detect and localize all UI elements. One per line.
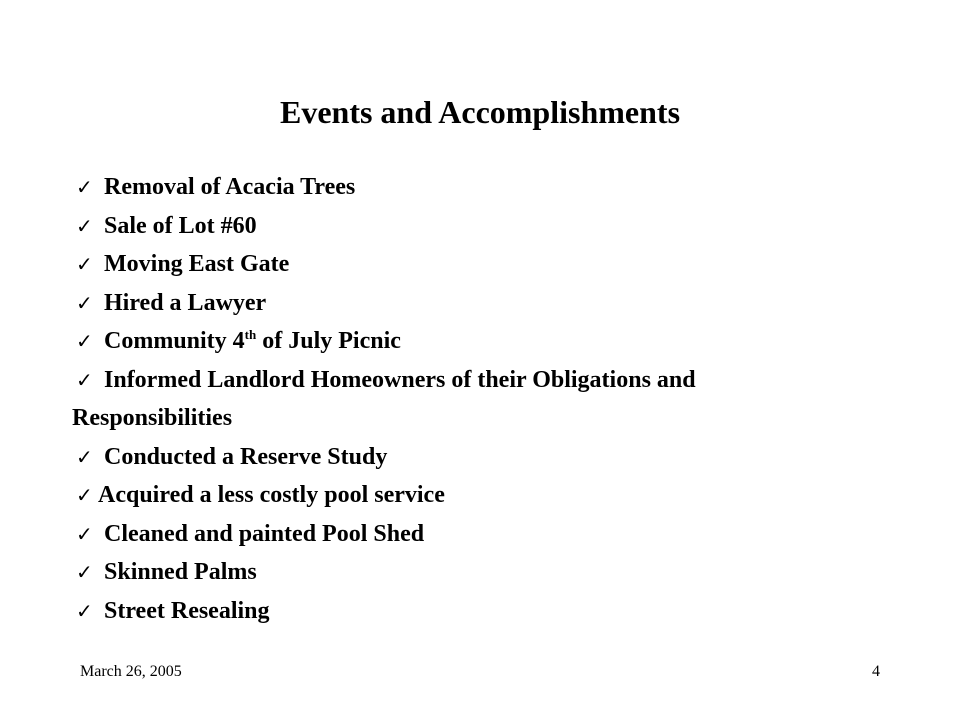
list-item-text-continued: of July Picnic [256, 328, 401, 354]
list-item-text: Skinned Palms [104, 559, 257, 585]
list-item-text: Hired a Lawyer [104, 289, 267, 316]
checkmark-icon: ✓ [76, 483, 93, 507]
list-item-text: Acquired a less costly pool service [98, 482, 445, 508]
checkmark-icon: ✓ [76, 252, 93, 276]
page-number: 4 [872, 663, 880, 680]
accomplishments-list [72, 168, 916, 630]
list-item-superscript: th [244, 327, 257, 342]
list-item [76, 207, 916, 246]
list-item [76, 322, 916, 361]
list-item-text: Cleaned and painted Pool Shed [104, 520, 425, 547]
checkmark-icon: ✓ [76, 598, 93, 623]
checkmark-icon: ✓ [76, 329, 93, 353]
list-item [76, 168, 916, 207]
list-item-text: Removal of Acacia Trees [104, 174, 356, 200]
footer-date: March 26, 2005 [80, 663, 182, 680]
list-item [76, 245, 916, 284]
list-item [76, 284, 916, 323]
list-item [76, 553, 916, 592]
list-item-text: Informed Landlord Homeowners of their Obligations and [104, 366, 696, 393]
list-item-text: Street Resealing [104, 597, 270, 624]
checkmark-icon: ✓ [76, 290, 93, 315]
checkmark-icon: ✓ [76, 560, 93, 584]
list-item [76, 592, 916, 631]
checkmark-icon: ✓ [76, 213, 93, 238]
list-item-text: Community 4 [104, 328, 245, 354]
list-item-text-wrapped: Responsibilities [72, 405, 233, 431]
list-item [72, 361, 916, 438]
list-item-text: Conducted a Reserve Study [104, 443, 388, 470]
checkmark-icon: ✓ [76, 175, 93, 199]
list-item-text: Sale of Lot #60 [104, 212, 257, 239]
checkmark-icon: ✓ [76, 444, 93, 469]
list-item [76, 515, 916, 554]
checkmark-icon: ✓ [76, 521, 93, 546]
slide-title: Events and Accomplishments [279, 94, 681, 130]
list-item [76, 476, 916, 515]
checkmark-icon: ✓ [76, 367, 93, 392]
list-item [76, 438, 916, 477]
list-item-text: Moving East Gate [104, 251, 290, 277]
